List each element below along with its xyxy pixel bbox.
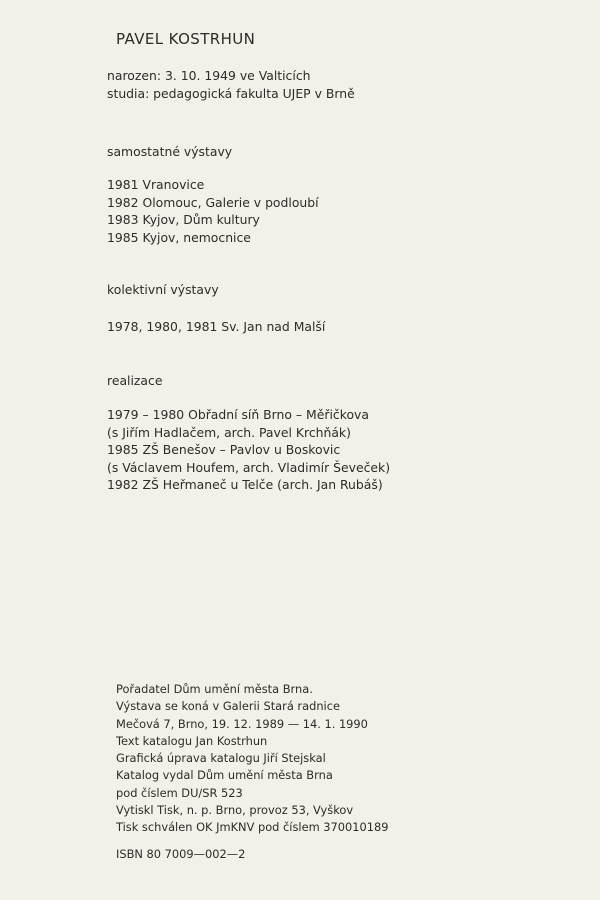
colophon-line: Grafická úprava katalogu Jiří Stejskal bbox=[116, 751, 326, 766]
list-item: 1978, 1980, 1981 Sv. Jan nad Malší bbox=[107, 319, 326, 334]
colophon bbox=[116, 681, 389, 837]
group-exhibitions-heading: kolektivní výstavy bbox=[107, 282, 219, 297]
list-item: (s Václavem Houfem, arch. Vladimír Ševeček) bbox=[107, 459, 391, 475]
colophon-line: Text katalogu Jan Kostrhun bbox=[116, 733, 268, 748]
colophon-line: Mečová 7, Brno, 19. 12. 1989 — 14. 1. 1990 bbox=[116, 716, 368, 731]
colophon-line: Katalog vydal Dům umění města Brna bbox=[116, 768, 333, 783]
list-item: 1985 ZŠ Benešov – Pavlov u Boskovic bbox=[107, 442, 341, 458]
list-item: 1981 Vranovice bbox=[107, 177, 205, 192]
list-item: 1983 Kyjov, Dům kultury bbox=[107, 212, 260, 228]
bio-block bbox=[107, 67, 355, 102]
group-exhibitions-list bbox=[107, 318, 325, 336]
isbn: ISBN 80 7009—002—2 bbox=[116, 847, 246, 861]
colophon-line: pod číslem DU/SR 523 bbox=[116, 785, 243, 800]
list-item: 1982 ZŠ Heřmaneč u Telče (arch. Jan Rubáš) bbox=[107, 477, 383, 493]
list-item: 1985 Kyjov, nemocnice bbox=[107, 229, 251, 245]
colophon-line: Pořadatel Dům umění města Brna. bbox=[116, 682, 313, 696]
list-item: (s Jiřím Hadlačem, arch. Pavel Krchňák) bbox=[107, 424, 351, 440]
birth-line: narozen: 3. 10. 1949 ve Valticích bbox=[107, 68, 311, 83]
studies-line: studia: pedagogická fakulta UJEP v Brně bbox=[107, 85, 355, 101]
colophon-line: Vytiskl Tisk, n. p. Brno, provoz 53, Vyškov bbox=[116, 803, 354, 818]
colophon-line: Tisk schválen OK JmKNV pod číslem 370010189 bbox=[116, 820, 389, 835]
realizations-heading: realizace bbox=[107, 373, 163, 388]
artist-name: PAVEL KOSTRHUN bbox=[116, 30, 256, 48]
realizations-list bbox=[107, 406, 390, 494]
solo-exhibitions-list bbox=[107, 176, 319, 246]
solo-exhibitions-heading: samostatné výstavy bbox=[107, 144, 233, 159]
list-item: 1979 – 1980 Obřadní síň Brno – Měřičkova bbox=[107, 407, 369, 422]
list-item: 1982 Olomouc, Galerie v podloubí bbox=[107, 194, 319, 210]
colophon-line: Výstava se koná v Galerii Stará radnice bbox=[116, 699, 340, 714]
